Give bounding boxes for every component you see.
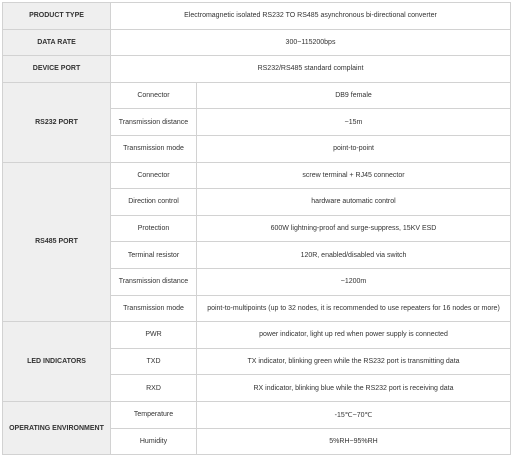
product-type-value: Electromagnetic isolated RS232 TO RS485 asynchronous bi-directional converter	[111, 3, 511, 30]
row-label-rs485-port: RS485 PORT	[3, 162, 111, 322]
rs485-item-value: ~1200m	[197, 268, 511, 295]
rs485-item-value: screw terminal + RJ45 connector	[197, 162, 511, 189]
rs485-item-name: Direction control	[111, 189, 197, 216]
rs485-item-name: Terminal resistor	[111, 242, 197, 269]
rs232-item-value: ~15m	[197, 109, 511, 136]
rs232-item-name: Transmission mode	[111, 135, 197, 162]
table-row	[3, 82, 511, 109]
led-item-value: power indicator, light up red when power supply is connected	[197, 322, 511, 349]
env-item-value: 5%RH~95%RH	[197, 428, 511, 455]
row-label-product-type: PRODUCT TYPE	[3, 3, 111, 30]
table-row	[3, 29, 511, 56]
led-item-value: TX indicator, blinking green while the RS232 port is transmitting data	[197, 348, 511, 375]
table-row	[3, 56, 511, 83]
row-label-led-indicators: LED INDICATORS	[3, 322, 111, 402]
rs485-item-name: Transmission mode	[111, 295, 197, 322]
env-item-name: Humidity	[111, 428, 197, 455]
row-label-operating-environment: OPERATING ENVIRONMENT	[3, 401, 111, 454]
data-rate-value: 300~115200bps	[111, 29, 511, 56]
rs232-item-value: DB9 female	[197, 82, 511, 109]
table-row	[3, 3, 511, 30]
env-item-value: -15℃~70℃	[197, 401, 511, 428]
env-item-name: Temperature	[111, 401, 197, 428]
table-row	[3, 401, 511, 428]
spec-table	[2, 2, 511, 455]
rs232-item-name: Transmission distance	[111, 109, 197, 136]
row-label-data-rate: DATA RATE	[3, 29, 111, 56]
rs485-item-value: 120R, enabled/disabled via switch	[197, 242, 511, 269]
led-item-name: PWR	[111, 322, 197, 349]
rs485-item-value: 600W lightning-proof and surge-suppress, 15KV ESD	[197, 215, 511, 242]
rs485-item-name: Protection	[111, 215, 197, 242]
rs485-item-value: hardware automatic control	[197, 189, 511, 216]
table-row	[3, 162, 511, 189]
rs232-item-value: point-to-point	[197, 135, 511, 162]
led-item-name: RXD	[111, 375, 197, 402]
row-label-rs232-port: RS232 PORT	[3, 82, 111, 162]
led-item-name: TXD	[111, 348, 197, 375]
rs485-item-name: Connector	[111, 162, 197, 189]
row-label-device-port: DEVICE PORT	[3, 56, 111, 83]
rs232-item-name: Connector	[111, 82, 197, 109]
led-item-value: RX indicator, blinking blue while the RS232 port is receiving data	[197, 375, 511, 402]
rs485-item-value: point-to-multipoints (up to 32 nodes, it is recommended to use repeaters for 16 nodes or more)	[197, 295, 511, 322]
device-port-value: RS232/RS485 standard complaint	[111, 56, 511, 83]
rs485-item-name: Transmission distance	[111, 268, 197, 295]
table-row	[3, 322, 511, 349]
